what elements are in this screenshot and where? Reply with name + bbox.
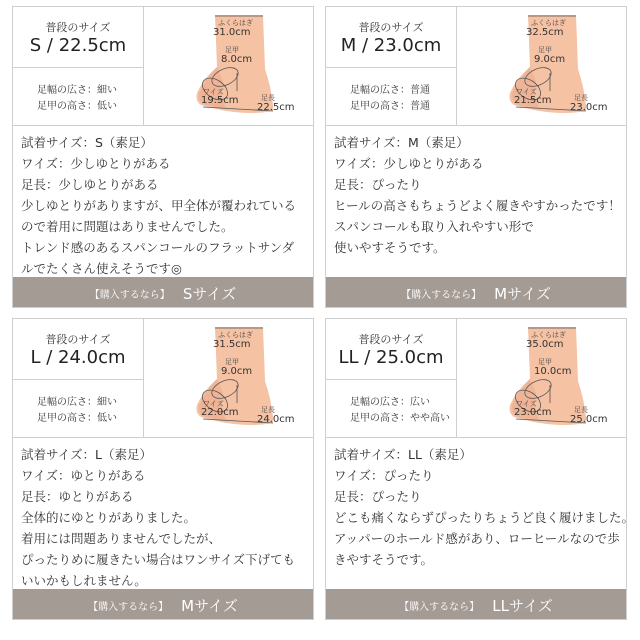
foot-diagram xyxy=(458,7,626,125)
size-review-card xyxy=(12,318,314,620)
review-line: 足長：少しゆとりがある xyxy=(21,177,159,192)
calf-value: 31.0cm xyxy=(213,27,251,38)
buy-prefix: 【購入するなら】 xyxy=(399,602,480,613)
review-text xyxy=(334,444,635,570)
review-line: 足長：ゆとりがある xyxy=(21,489,134,504)
review-line: 全体的にゆとりがありました。 xyxy=(21,510,197,525)
size-info xyxy=(326,319,457,437)
review-line: トレンド感のあるスパンコールのフラットサンダ xyxy=(21,240,295,255)
review-line: ワイズ：ゆとりがある xyxy=(21,468,146,483)
usual-size-box xyxy=(13,319,143,380)
usual-size-box xyxy=(326,319,456,380)
foot-width-trait: 足幅の広さ：普通 xyxy=(350,85,430,96)
size-caption: 普段のサイズ xyxy=(45,333,111,346)
review-line: ルでたくさん使えそうです◎ xyxy=(21,261,182,276)
instep-height-trait: 足甲の高さ：低い xyxy=(37,101,117,112)
review-line: 試着サイズ：L（素足） xyxy=(21,447,152,462)
review-line: 着用には問題ありませんでしたが、 xyxy=(21,531,222,546)
foot-width-trait: 足幅の広さ：細い xyxy=(37,397,117,408)
length-label: 足長 xyxy=(574,406,588,414)
calf-label: ふくらはぎ xyxy=(531,19,566,27)
size-header xyxy=(13,7,313,126)
review-line: スパンコールも取り入れやすい形で xyxy=(334,219,534,234)
buy-prefix: 【購入するなら】 xyxy=(88,602,169,613)
calf-label: ふくらはぎ xyxy=(218,331,253,339)
review-line: ワイズ：少しゆとりがある xyxy=(334,156,484,171)
length-value: 25.0cm xyxy=(570,414,608,425)
buy-size-button[interactable] xyxy=(326,589,626,619)
review-line: 少しゆとりがありますが、甲全体が覆われている xyxy=(21,198,297,213)
width-value: 23.0cm xyxy=(514,407,552,418)
width-label: ワイズ xyxy=(516,400,537,408)
instep-label: 足甲 xyxy=(538,358,552,366)
size-value: LL / 25.0cm xyxy=(338,347,444,368)
buy-size-label: Sサイズ xyxy=(182,285,237,303)
review-line: 使いやすそうです。 xyxy=(334,240,446,255)
buy-prefix: 【購入するなら】 xyxy=(89,290,170,301)
instep-height-trait: 足甲の高さ：普通 xyxy=(350,101,430,112)
size-value: M / 23.0cm xyxy=(340,35,442,56)
review-line: ぴったりめに履きたい場合はワンサイズ下げても xyxy=(21,552,296,567)
foot-diagram xyxy=(145,319,313,437)
calf-value: 32.5cm xyxy=(526,27,564,38)
buy-size-button[interactable] xyxy=(326,277,626,307)
review-line: いいかもしれません。 xyxy=(21,573,147,588)
review-line: どこも痛くならずぴったりちょうど良く履けました。 xyxy=(334,510,635,525)
foot-width-trait: 足幅の広さ：細い xyxy=(37,85,117,96)
review-line: 試着サイズ：LL（素足） xyxy=(334,447,472,462)
size-caption: 普段のサイズ xyxy=(358,333,424,346)
review-line: きやすそうです。 xyxy=(334,552,434,567)
calf-value: 35.0cm xyxy=(526,339,564,350)
size-review-card xyxy=(325,318,635,620)
review-line: ワイズ：少しゆとりがある xyxy=(21,156,171,171)
size-info xyxy=(13,319,144,437)
instep-height-trait: 足甲の高さ：低い xyxy=(37,413,117,424)
review-line: 試着サイズ：M（素足） xyxy=(334,135,469,150)
buy-size-button[interactable] xyxy=(13,277,313,307)
size-review-card xyxy=(325,6,627,308)
length-value: 24.0cm xyxy=(257,414,295,425)
usual-size-box xyxy=(326,7,456,68)
size-value: L / 24.0cm xyxy=(30,347,126,368)
foot-traits xyxy=(350,83,430,115)
review-text xyxy=(334,132,622,258)
length-value: 23.0cm xyxy=(570,102,608,113)
width-label: ワイズ xyxy=(516,88,537,96)
foot-diagram xyxy=(458,319,626,437)
review-line: ワイズ：ぴったり xyxy=(334,468,434,483)
instep-label: 足甲 xyxy=(538,46,552,54)
width-value: 19.5cm xyxy=(201,95,239,106)
usual-size-box xyxy=(13,7,143,68)
size-review-card xyxy=(12,6,314,308)
length-label: 足長 xyxy=(261,94,275,102)
review-line: ヒールの高さもちょうどよく履きやすかったです！ xyxy=(334,198,621,213)
length-label: 足長 xyxy=(574,94,588,102)
review-text xyxy=(21,132,309,279)
review-line: 試着サイズ：S（素足） xyxy=(21,135,153,150)
buy-size-button[interactable] xyxy=(13,589,313,619)
size-info xyxy=(326,7,457,125)
calf-label: ふくらはぎ xyxy=(218,19,253,27)
instep-height-trait: 足甲の高さ：やや高い xyxy=(350,413,450,424)
instep-value: 9.0cm xyxy=(534,54,566,65)
size-header xyxy=(326,7,626,126)
calf-label: ふくらはぎ xyxy=(531,331,566,339)
length-label: 足長 xyxy=(261,406,275,414)
width-value: 22.0cm xyxy=(201,407,239,418)
width-label: ワイズ xyxy=(203,400,224,408)
width-value: 21.5cm xyxy=(514,95,552,106)
foot-traits xyxy=(37,395,117,427)
instep-value: 8.0cm xyxy=(221,54,253,65)
size-header xyxy=(13,319,313,438)
foot-traits xyxy=(350,395,450,427)
review-line: ので着用に問題はありませんでした。 xyxy=(21,219,234,234)
buy-size-label: Mサイズ xyxy=(494,285,551,303)
buy-size-label: LLサイズ xyxy=(492,597,553,615)
review-text xyxy=(21,444,309,591)
buy-size-label: Mサイズ xyxy=(181,597,238,615)
foot-diagram xyxy=(145,7,313,125)
instep-label: 足甲 xyxy=(225,46,239,54)
size-info xyxy=(13,7,144,125)
review-line: アッパーのホールド感があり、ローヒールなので歩 xyxy=(334,531,620,546)
buy-prefix: 【購入するなら】 xyxy=(401,290,482,301)
size-caption: 普段のサイズ xyxy=(358,21,424,34)
instep-value: 9.0cm xyxy=(221,366,253,377)
review-line: 足長：ぴったり xyxy=(334,489,422,504)
foot-traits xyxy=(37,83,117,115)
calf-value: 31.5cm xyxy=(213,339,251,350)
size-value: S / 22.5cm xyxy=(29,35,127,56)
size-header xyxy=(326,319,626,438)
length-value: 22.5cm xyxy=(257,102,295,113)
size-caption: 普段のサイズ xyxy=(45,21,111,34)
foot-width-trait: 足幅の広さ：広い xyxy=(350,397,430,408)
instep-label: 足甲 xyxy=(225,358,239,366)
instep-value: 10.0cm xyxy=(534,366,572,377)
review-line: 足長：ぴったり xyxy=(334,177,422,192)
width-label: ワイズ xyxy=(203,88,224,96)
